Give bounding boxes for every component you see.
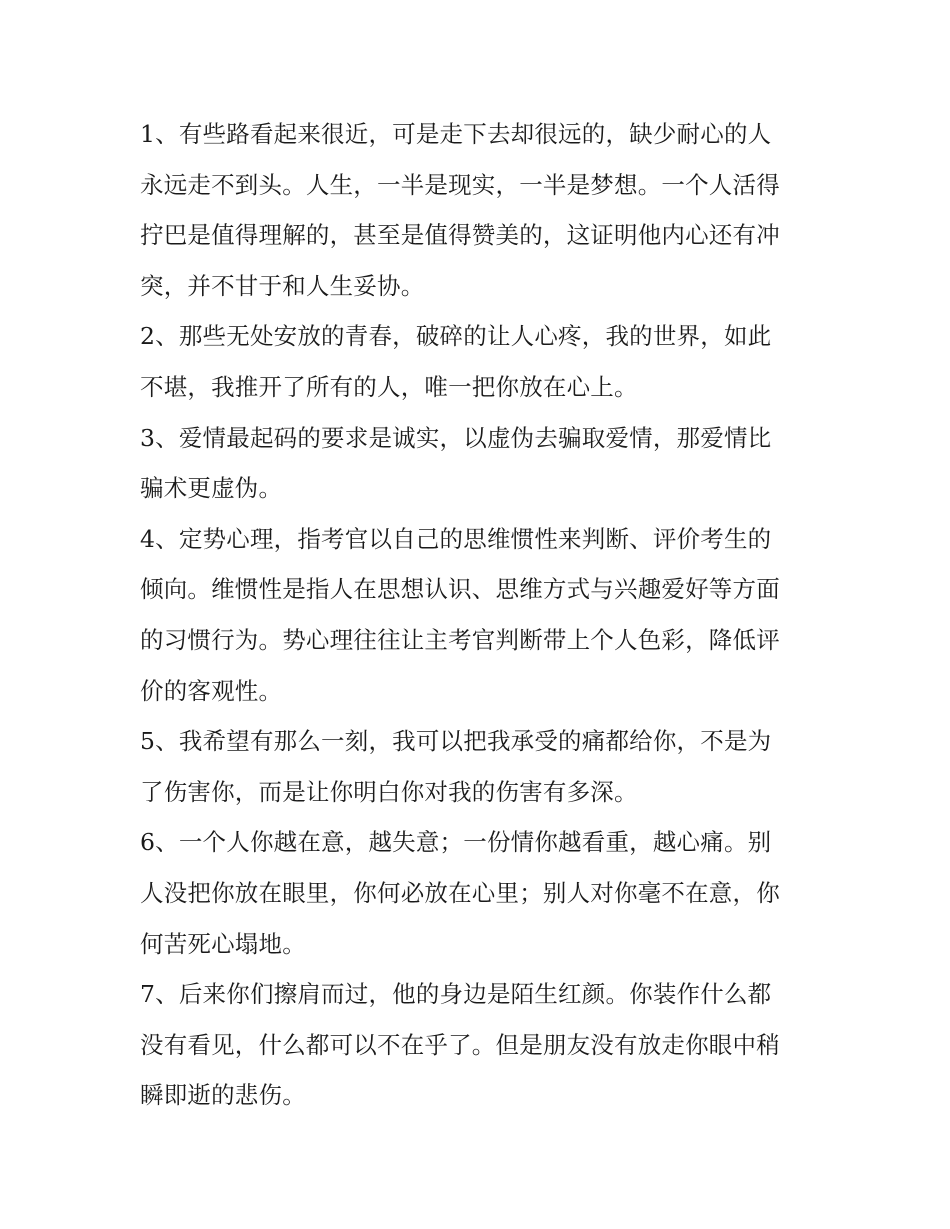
- text-line: 7、后来你们擦肩而过，他的身边是陌生红颜。你装作什么都: [140, 980, 772, 1009]
- text-line: 拧巴是值得理解的，甚至是值得赞美的，这证明他内心还有冲: [140, 221, 780, 250]
- text-line: 倾向。维惯性是指人在思想认识、思维方式与兴趣爱好等方面: [140, 575, 780, 604]
- text-line: 4、定势心理，指考官以自己的思维惯性来判断、评价考生的: [140, 524, 772, 553]
- text-line: 3、爱情最起码的要求是诚实，以虚伪去骗取爱情，那爱情比: [140, 423, 772, 452]
- text-line: 没有看见，什么都可以不在乎了。但是朋友没有放走你眼中稍: [140, 1030, 780, 1059]
- text-line: 价的客观性。: [140, 676, 283, 705]
- text-line: 5、我希望有那么一刻，我可以把我承受的痛都给你，不是为: [140, 727, 772, 756]
- text-line: 瞬即逝的悲伤。: [140, 1081, 306, 1110]
- document-body: [140, 109, 820, 1121]
- text-line: 何苦死心塌地。: [140, 929, 306, 958]
- text-line: 的习惯行为。势心理往往让主考官判断带上个人色彩，降低评: [140, 625, 780, 654]
- text-line: 永远走不到头。人生，一半是现实，一半是梦想。一个人活得: [140, 170, 780, 199]
- text-line: 骗术更虚伪。: [140, 474, 283, 503]
- text-line: 不堪，我推开了所有的人，唯一把你放在心上。: [140, 372, 638, 401]
- text-line: 了伤害你，而是让你明白你对我的伤害有多深。: [140, 777, 638, 806]
- text-line: 1、有些路看起来很近，可是走下去却很远的，缺少耐心的人: [140, 120, 772, 148]
- text-line: 2、那些无处安放的青春，破碎的让人心疼，我的世界，如此: [140, 322, 772, 351]
- text-line: 6、一个人你越在意，越失意；一份情你越看重，越心痛。别: [140, 828, 772, 857]
- text-line: 人没把你放在眼里，你何必放在心里；别人对你毫不在意，你: [140, 878, 780, 907]
- text-line: 突，并不甘于和人生妥协。: [140, 271, 425, 300]
